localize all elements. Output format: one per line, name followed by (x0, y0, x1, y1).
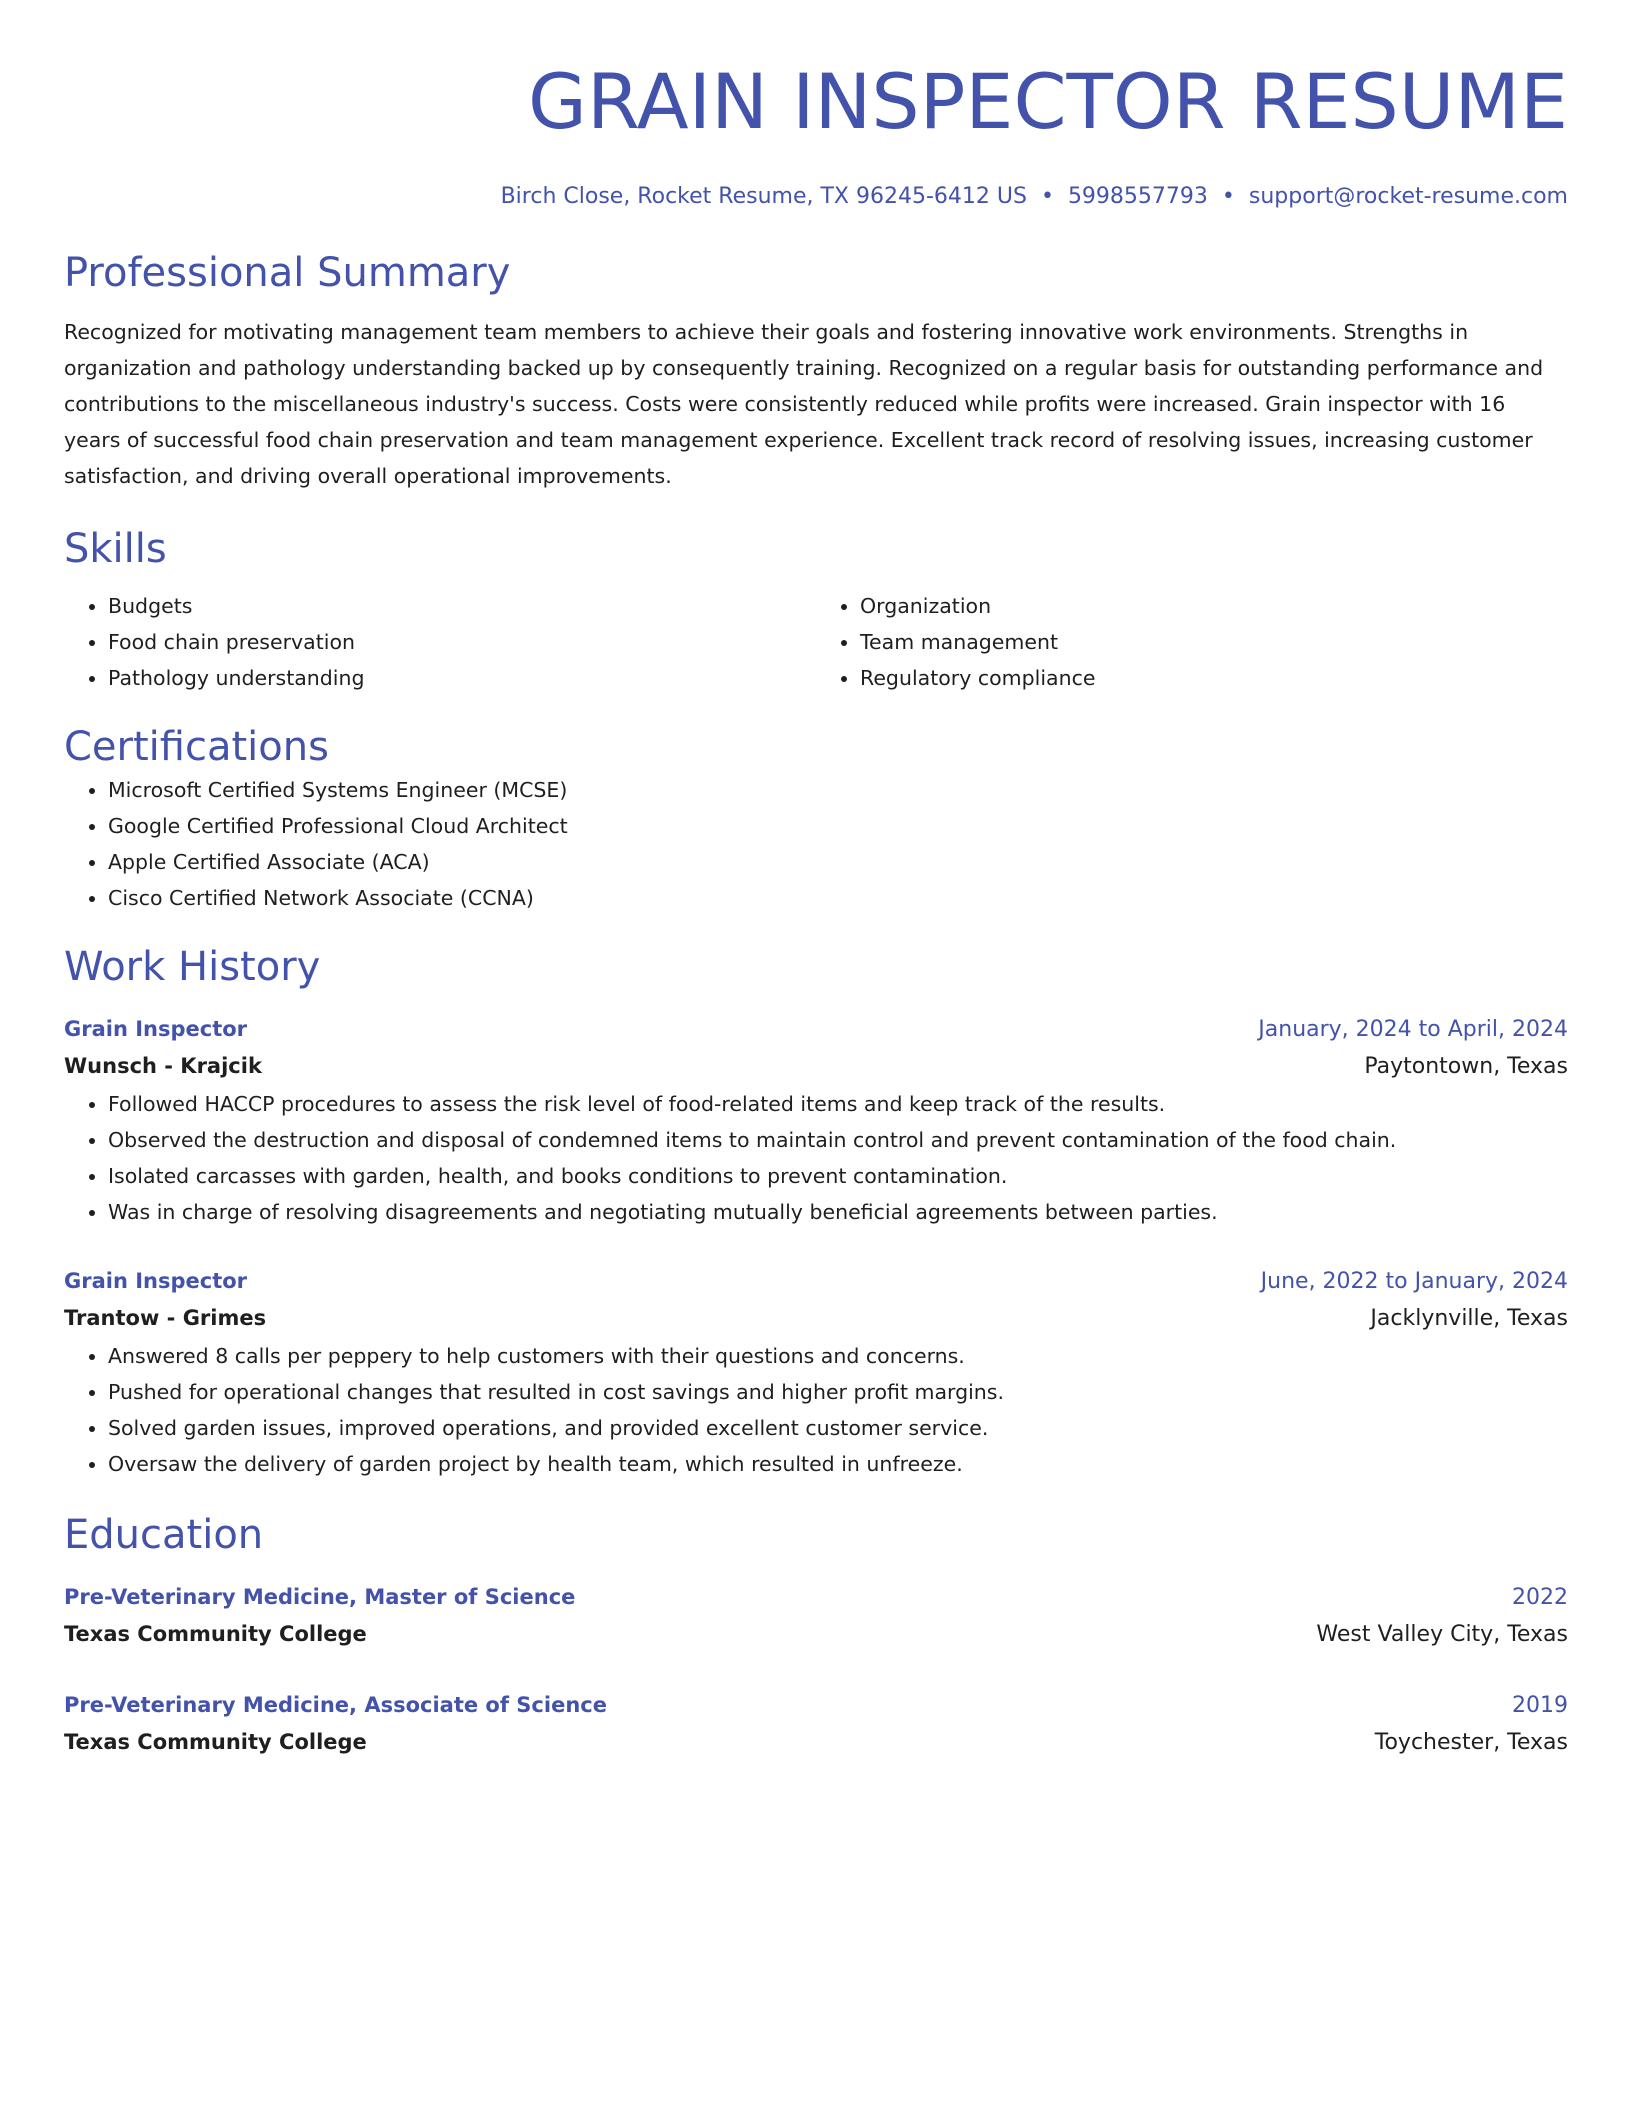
education-school-row (64, 1615, 1568, 1654)
skills-grid (64, 588, 1568, 696)
certification-item: • Cisco Certified Network Associate (CCNA) (108, 880, 1568, 916)
contact-separator: • (1040, 184, 1054, 209)
contact-phone[interactable]: 5998557793 (1067, 184, 1208, 209)
education-heading: Education (64, 1512, 264, 1558)
job-dates: June, 2022 to January, 2024 (1260, 1269, 1568, 1294)
summary-heading: Professional Summary (64, 250, 511, 296)
education-school-row (64, 1723, 1568, 1762)
education-location: West Valley City, Texas (1316, 1622, 1568, 1647)
job-title-row (64, 1012, 1568, 1047)
contact-email[interactable]: support@rocket-resume.com (1248, 184, 1568, 209)
job-bullet: • Pushed for operational changes that resulted in cost savings and higher profit margins. (108, 1374, 1568, 1410)
certifications-heading: Certifications (64, 724, 329, 770)
skill-item: • Organization (860, 588, 1568, 624)
job-company: Trantow - Grimes (64, 1306, 267, 1330)
contact-line (64, 182, 1568, 212)
skills-heading: Skills (64, 526, 167, 572)
education-entry (64, 1688, 1568, 1762)
job-location: Jacklynville, Texas (1370, 1306, 1568, 1331)
job-bullet: • Isolated carcasses with garden, health, and books conditions to prevent contamination. (108, 1158, 1568, 1194)
skill-item: • Pathology understanding (108, 660, 816, 696)
skill-item: • Team management (860, 624, 1568, 660)
education-school: Texas Community College (64, 1730, 367, 1754)
certification-item: • Google Certified Professional Cloud Architect (108, 808, 1568, 844)
skill-item: • Budgets (108, 588, 816, 624)
job-dates: January, 2024 to April, 2024 (1258, 1017, 1568, 1042)
skill-item: • Food chain preservation (108, 624, 816, 660)
job-bullets (64, 1086, 1568, 1230)
certification-item: • Microsoft Certified Systems Engineer (MCSE) (108, 772, 1568, 808)
job-bullet: • Followed HACCP procedures to assess the risk level of food-related items and keep track of the results. (108, 1086, 1568, 1122)
job-bullet: • Oversaw the delivery of garden project by health team, which resulted in unfreeze. (108, 1446, 1568, 1482)
skills-column-right (816, 588, 1568, 696)
job-company-row (64, 1047, 1568, 1086)
education-location: Toychester, Texas (1374, 1730, 1568, 1755)
resume-title: GRAIN INSPECTOR RESUME (528, 57, 1568, 146)
education-degree: Pre-Veterinary Medicine, Associate of Science (64, 1693, 607, 1717)
skills-list-right (816, 588, 1568, 696)
job-company-row (64, 1299, 1568, 1338)
certification-item: • Apple Certified Associate (ACA) (108, 844, 1568, 880)
job-company: Wunsch - Krajcik (64, 1054, 262, 1078)
education-degree: Pre-Veterinary Medicine, Master of Science (64, 1585, 576, 1609)
job-entry (64, 1264, 1568, 1482)
job-bullets (64, 1338, 1568, 1482)
certifications-list (64, 772, 1568, 916)
summary-text: Recognized for motivating management team members to achieve their goals and fostering innovative work environments. Strengths in organization and pathology understanding backed up by consequently training. Recognized on a regular basis for outstanding performance and contributions to the miscellaneous industry's success. Costs were consistently reduced while profits were increased. Grain inspector with 16 years of successful food chain preservation and team management experience. Excellent track record of resolving issues, increasing customer satisfaction, and driving overall operational improvements. (64, 320, 1544, 488)
job-bullet: • Solved garden issues, improved operations, and provided excellent customer service. (108, 1410, 1568, 1446)
education-degree-row (64, 1580, 1568, 1615)
job-bullet: • Answered 8 calls per peppery to help customers with their questions and concerns. (108, 1338, 1568, 1374)
education-year: 2022 (1512, 1585, 1568, 1610)
job-location: Paytontown, Texas (1364, 1054, 1568, 1079)
job-bullet: • Was in charge of resolving disagreements and negotiating mutually beneficial agreements between parties. (108, 1194, 1568, 1230)
work-history-heading: Work History (64, 944, 321, 990)
education-year: 2019 (1512, 1693, 1568, 1718)
education-school: Texas Community College (64, 1622, 367, 1646)
job-entry (64, 1012, 1568, 1230)
skills-list-left (64, 588, 816, 696)
job-title-row (64, 1264, 1568, 1299)
education-degree-row (64, 1688, 1568, 1723)
contact-address: Birch Close, Rocket Resume, TX 96245-6412 US (500, 184, 1027, 209)
contact-separator: • (1221, 184, 1235, 209)
skills-column-left (64, 588, 816, 696)
job-bullet: • Observed the destruction and disposal of condemned items to maintain control and prevent contamination of the food chain. (108, 1122, 1568, 1158)
skill-item: • Regulatory compliance (860, 660, 1568, 696)
education-entry (64, 1580, 1568, 1654)
job-title: Grain Inspector (64, 1269, 248, 1293)
job-title: Grain Inspector (64, 1017, 248, 1041)
